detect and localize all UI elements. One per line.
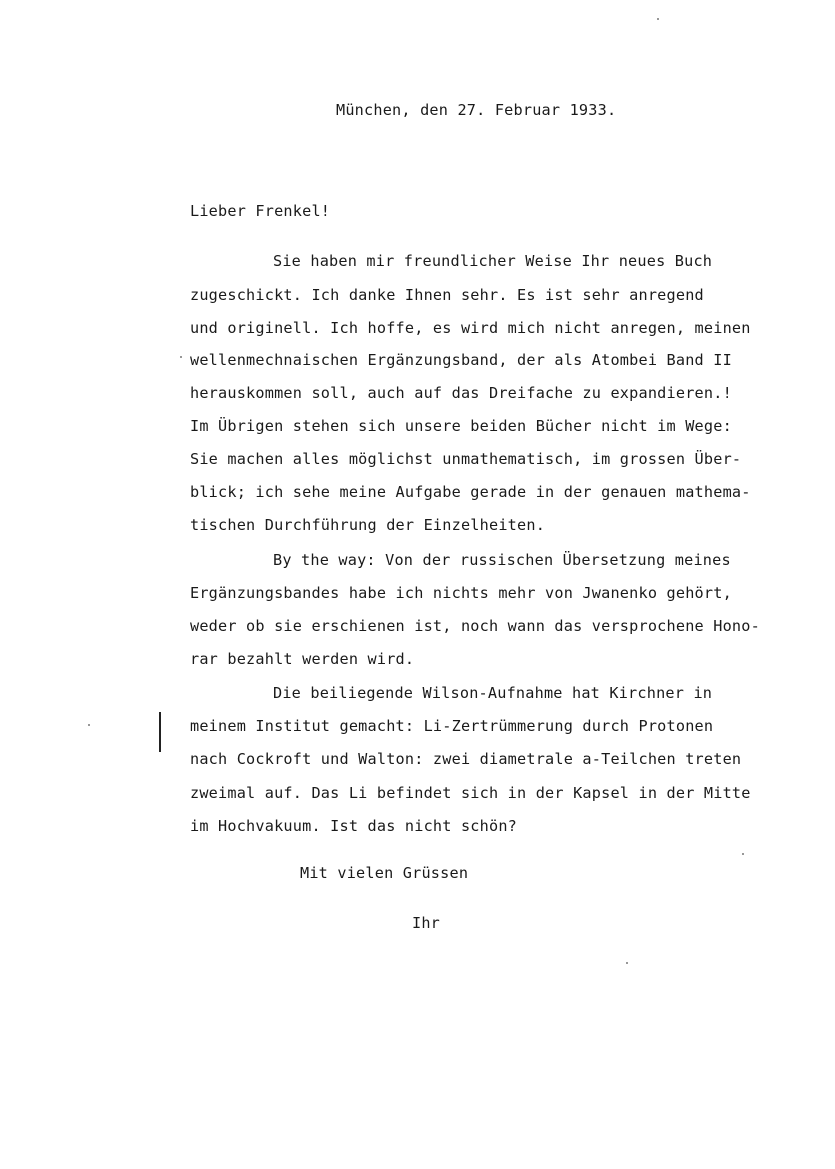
paragraph-1-line-8: blick; ich sehe meine Aufgabe gerade in der genauen mathema- — [190, 483, 751, 501]
scan-speck — [657, 18, 659, 20]
scan-speck — [742, 853, 744, 855]
margin-mark — [159, 712, 161, 752]
paragraph-2-line-2: Ergänzungsbandes habe ich nichts mehr von Jwanenko gehört, — [190, 584, 732, 602]
paragraph-1-line-4: wellenmechnaischen Ergänzungsband, der als Atombei Band II — [190, 351, 732, 369]
paragraph-1-line-1: Sie haben mir freundlicher Weise Ihr neues Buch — [273, 252, 713, 270]
scan-speck — [88, 724, 90, 726]
paragraph-3-line-2: meinem Institut gemacht: Li-Zertrümmerung durch Protonen — [190, 717, 714, 735]
letter-closing: Mit vielen Grüssen — [300, 864, 469, 882]
paragraph-1-line-9: tischen Durchführung der Einzelheiten. — [190, 516, 546, 534]
letter-signature: Ihr — [412, 914, 441, 932]
paragraph-3-line-5: im Hochvakuum. Ist das nicht schön? — [190, 817, 518, 835]
paragraph-1-line-3: und originell. Ich hoffe, es wird mich nicht anregen, meinen — [190, 319, 751, 337]
scan-speck — [626, 962, 628, 964]
paragraph-3-line-1: Die beiliegende Wilson-Aufnahme hat Kirchner in — [273, 684, 713, 702]
paragraph-1-line-7: Sie machen alles möglichst unmathematisch, im grossen Über- — [190, 450, 742, 468]
paragraph-3-line-3: nach Cockroft und Walton: zwei diametrale a-Teilchen treten — [190, 750, 742, 768]
paragraph-3-line-4: zweimal auf. Das Li befindet sich in der Kapsel in der Mitte — [190, 784, 751, 802]
paragraph-1-line-6: Im Übrigen stehen sich unsere beiden Bücher nicht im Wege: — [190, 417, 732, 435]
paragraph-1-line-2: zugeschickt. Ich danke Ihnen sehr. Es ist sehr anregend — [190, 286, 704, 304]
paragraph-1-line-5: herauskommen soll, auch auf das Dreifache zu expandieren.! — [190, 384, 732, 402]
paragraph-2-line-1: By the way: Von der russischen Übersetzung meines — [273, 551, 731, 569]
paragraph-2-line-3: weder ob sie erschienen ist, noch wann das versprochene Hono- — [190, 617, 760, 635]
scan-speck — [180, 356, 182, 358]
letter-salutation: Lieber Frenkel! — [190, 202, 331, 220]
paragraph-2-line-4: rar bezahlt werden wird. — [190, 650, 415, 668]
letter-date: München, den 27. Februar 1933. — [336, 101, 617, 119]
